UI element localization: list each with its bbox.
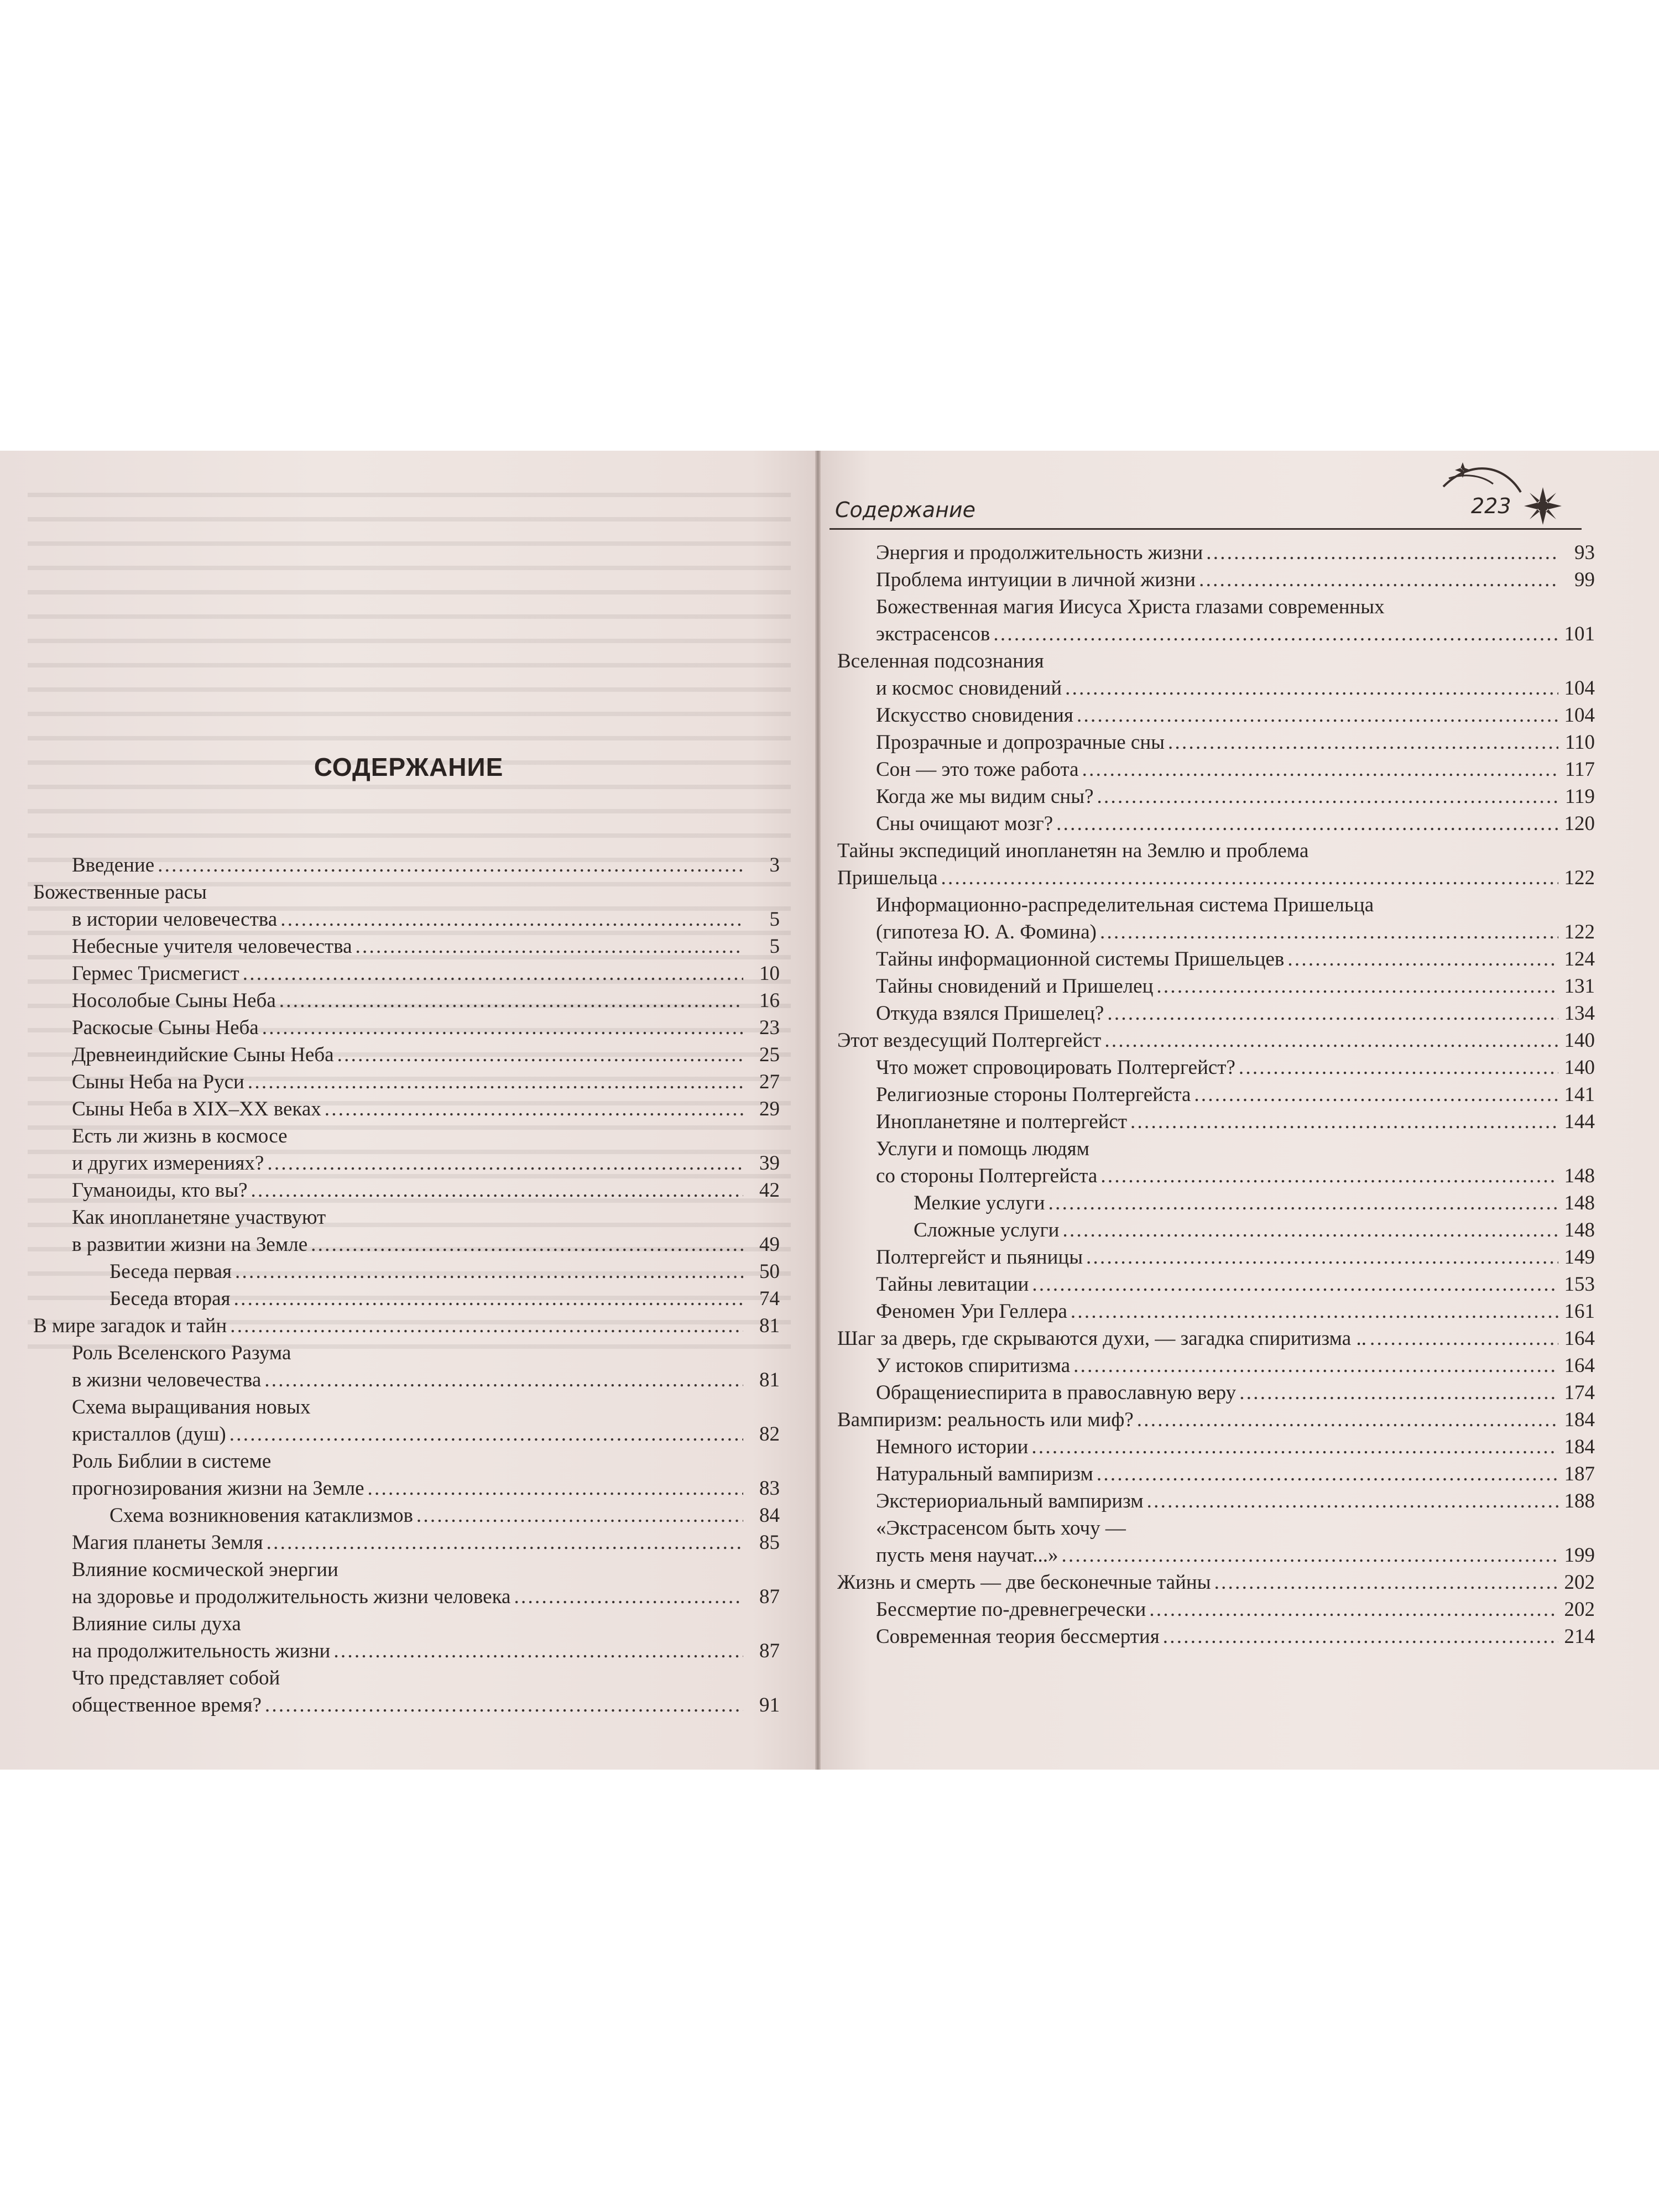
toc-entry-label: Натуральный вампиризм bbox=[876, 1463, 1093, 1485]
toc-entry-label: в развитии жизни на Земле bbox=[72, 1233, 308, 1256]
toc-entry-page: 164 bbox=[1564, 1354, 1595, 1377]
toc-entry-label: Беседа первая bbox=[109, 1260, 232, 1283]
dot-leader bbox=[262, 1014, 743, 1041]
dot-leader bbox=[1077, 702, 1558, 729]
toc-entry bbox=[837, 1542, 1595, 1569]
toc-entry bbox=[33, 852, 780, 879]
toc-left-column bbox=[33, 852, 780, 1719]
toc-entry-page: 93 bbox=[1574, 541, 1595, 564]
toc-title: СОДЕРЖАНИЕ bbox=[314, 753, 504, 781]
toc-entry bbox=[837, 1298, 1595, 1325]
toc-entry bbox=[837, 1027, 1595, 1054]
toc-entry bbox=[33, 1258, 780, 1285]
toc-entry-label: Схема выращивания новых bbox=[72, 1396, 311, 1418]
toc-entry-label: Сыны Неба на Руси bbox=[72, 1071, 244, 1093]
page-number: 223 bbox=[1471, 494, 1511, 518]
toc-entry-page: 104 bbox=[1564, 704, 1595, 727]
toc-entry-page: 23 bbox=[759, 1016, 780, 1039]
toc-entry-label: Обращениеспирита в православную веру bbox=[876, 1381, 1237, 1404]
toc-entry bbox=[837, 593, 1595, 620]
toc-entry-page: 81 bbox=[759, 1369, 780, 1391]
toc-entry-label: В мире загадок и тайн bbox=[33, 1314, 227, 1337]
dot-leader bbox=[1071, 1298, 1558, 1325]
toc-entry bbox=[837, 620, 1595, 648]
toc-entry-label: Экстериориальный вампиризм bbox=[876, 1490, 1144, 1512]
toc-entry-label: Небесные учителя человечества bbox=[72, 935, 352, 958]
toc-entry-page: 202 bbox=[1564, 1598, 1595, 1621]
dot-leader bbox=[251, 1177, 743, 1204]
toc-entry-page: 140 bbox=[1564, 1029, 1595, 1052]
toc-entry-page: 25 bbox=[759, 1044, 780, 1066]
toc-entry bbox=[33, 1394, 780, 1421]
toc-entry bbox=[837, 756, 1595, 783]
toc-entry-label: кристаллов (душ) bbox=[72, 1423, 226, 1446]
dot-leader bbox=[1031, 1433, 1558, 1460]
toc-entry-page: 148 bbox=[1564, 1219, 1595, 1241]
toc-entry-label: Религиозные стороны Полтергейста bbox=[876, 1083, 1191, 1106]
toc-entry-page: 74 bbox=[759, 1287, 780, 1310]
toc-entry-label: Немного истории bbox=[876, 1436, 1029, 1458]
toc-entry-label: Феномен Ури Геллера bbox=[876, 1300, 1067, 1323]
toc-entry-page: 153 bbox=[1564, 1273, 1595, 1296]
dot-leader bbox=[311, 1231, 743, 1258]
toc-entry-page: 148 bbox=[1564, 1165, 1595, 1187]
toc-entry-page: 122 bbox=[1564, 867, 1595, 889]
toc-entry-page: 49 bbox=[759, 1233, 780, 1256]
toc-entry-label: прогнозирования жизни на Земле bbox=[72, 1477, 364, 1500]
dot-leader bbox=[1104, 1027, 1558, 1054]
dot-leader bbox=[1214, 1569, 1558, 1596]
toc-entry-label: Что представляет собой bbox=[72, 1667, 280, 1689]
toc-entry-page: 144 bbox=[1564, 1110, 1595, 1133]
dot-leader bbox=[1097, 1460, 1558, 1488]
toc-entry-label: Инопланетяне и полтергейст bbox=[876, 1110, 1128, 1133]
toc-entry bbox=[33, 1502, 780, 1529]
toc-entry bbox=[33, 1610, 780, 1637]
dot-leader bbox=[1086, 1244, 1558, 1271]
toc-entry-label: Этот вездесущий Полтергейст bbox=[837, 1029, 1102, 1052]
toc-entry-page: 188 bbox=[1564, 1490, 1595, 1512]
toc-entry-label: Есть ли жизнь в космосе bbox=[72, 1125, 288, 1147]
toc-entry-page: 85 bbox=[759, 1531, 780, 1554]
toc-entry-label: Гермес Трисмегист bbox=[72, 962, 239, 985]
dot-leader bbox=[941, 864, 1559, 891]
toc-entry bbox=[837, 1054, 1595, 1081]
dot-leader bbox=[1239, 1054, 1558, 1081]
toc-entry-page: 110 bbox=[1564, 731, 1595, 754]
toc-entry bbox=[837, 1379, 1595, 1406]
toc-entry bbox=[33, 1421, 780, 1448]
toc-entry-page: 164 bbox=[1564, 1327, 1595, 1350]
toc-entry bbox=[33, 1041, 780, 1068]
toc-entry bbox=[33, 1366, 780, 1394]
toc-entry bbox=[837, 1162, 1595, 1190]
dot-leader bbox=[234, 1285, 743, 1312]
toc-entry-label: Влияние космической энергии bbox=[72, 1558, 338, 1581]
toc-entry-page: 83 bbox=[759, 1477, 780, 1500]
flower-ornament-icon bbox=[1438, 453, 1571, 531]
toc-entry bbox=[837, 1135, 1595, 1162]
toc-entry bbox=[837, 675, 1595, 702]
toc-entry bbox=[837, 1596, 1595, 1623]
dot-leader bbox=[993, 620, 1558, 648]
toc-entry bbox=[837, 1515, 1595, 1542]
toc-entry bbox=[837, 648, 1595, 675]
toc-entry bbox=[837, 1108, 1595, 1135]
dot-leader bbox=[514, 1583, 743, 1610]
toc-entry bbox=[33, 1231, 780, 1258]
toc-entry bbox=[33, 1150, 780, 1177]
dot-leader bbox=[1287, 946, 1558, 973]
toc-entry bbox=[837, 566, 1595, 593]
dot-leader bbox=[267, 1529, 743, 1556]
dot-leader bbox=[1062, 1217, 1558, 1244]
toc-entry-page: 101 bbox=[1564, 623, 1595, 645]
toc-entry bbox=[33, 1312, 780, 1339]
toc-entry-page: 214 bbox=[1564, 1625, 1595, 1648]
book-gutter bbox=[815, 451, 821, 1770]
toc-entry-page: 50 bbox=[759, 1260, 780, 1283]
toc-entry-label: на продолжительность жизни bbox=[72, 1640, 331, 1662]
toc-entry-label: Как инопланетяне участвуют bbox=[72, 1206, 326, 1229]
toc-entry bbox=[33, 879, 780, 906]
toc-entry bbox=[837, 1325, 1595, 1352]
dot-leader bbox=[416, 1502, 743, 1529]
toc-entry-label: общественное время? bbox=[72, 1694, 262, 1717]
toc-entry bbox=[33, 1637, 780, 1665]
toc-entry-label: Когда же мы видим сны? bbox=[876, 785, 1094, 808]
toc-entry bbox=[837, 919, 1595, 946]
dot-leader bbox=[325, 1095, 743, 1123]
toc-entry-label: «Экстрасенсом быть хочу — bbox=[876, 1517, 1126, 1540]
toc-entry-page: 87 bbox=[759, 1585, 780, 1608]
toc-entry-page: 161 bbox=[1564, 1300, 1595, 1323]
dot-leader bbox=[1065, 675, 1558, 702]
toc-entry-page: 27 bbox=[759, 1071, 780, 1093]
toc-entry-label: Божественная магия Иисуса Христа глазами современных bbox=[876, 596, 1385, 618]
toc-entry-page: 91 bbox=[759, 1694, 780, 1717]
toc-entry-label: Искусство сновидения bbox=[876, 704, 1073, 727]
toc-entry bbox=[837, 1488, 1595, 1515]
toc-entry bbox=[837, 864, 1595, 891]
dot-leader bbox=[1097, 783, 1558, 810]
toc-entry-label: Раскосые Сыны Неба bbox=[72, 1016, 259, 1039]
toc-right-column bbox=[837, 539, 1595, 1650]
toc-entry-page: 184 bbox=[1564, 1408, 1595, 1431]
dot-leader bbox=[1156, 973, 1558, 1000]
toc-entry bbox=[837, 1352, 1595, 1379]
toc-entry-label: в истории человечества bbox=[72, 908, 278, 931]
dot-leader bbox=[267, 1150, 743, 1177]
dot-leader bbox=[1194, 1081, 1558, 1108]
dot-leader bbox=[1032, 1271, 1558, 1298]
toc-entry-page: 84 bbox=[759, 1504, 780, 1527]
dot-leader bbox=[1061, 1542, 1558, 1569]
dot-leader bbox=[368, 1475, 743, 1502]
toc-entry-label: Тайны левитации bbox=[876, 1273, 1029, 1296]
toc-entry-page: 184 bbox=[1564, 1436, 1595, 1458]
toc-entry bbox=[33, 987, 780, 1014]
dot-leader bbox=[1056, 810, 1558, 837]
toc-entry bbox=[837, 810, 1595, 837]
toc-entry-page: 148 bbox=[1564, 1192, 1595, 1214]
toc-entry-label: Современная теория бессмертия bbox=[876, 1625, 1160, 1648]
toc-entry bbox=[837, 702, 1595, 729]
toc-entry-label: и космос сновидений bbox=[876, 677, 1062, 700]
toc-entry bbox=[33, 1123, 780, 1150]
toc-entry bbox=[33, 906, 780, 933]
toc-entry-page: 120 bbox=[1564, 812, 1595, 835]
toc-entry-page: 131 bbox=[1564, 975, 1595, 998]
toc-entry-label: Магия планеты Земля bbox=[72, 1531, 263, 1554]
toc-entry-label: Древнеиндийские Сыны Неба bbox=[72, 1044, 334, 1066]
toc-entry-page: 199 bbox=[1564, 1544, 1595, 1567]
toc-entry-label: (гипотеза Ю. А. Фомина) bbox=[876, 921, 1097, 943]
toc-entry-label: Тайны экспедиций инопланетян на Землю и проблема bbox=[837, 839, 1309, 862]
toc-entry bbox=[33, 1204, 780, 1231]
dot-leader bbox=[1082, 756, 1558, 783]
toc-entry-label: Вампиризм: реальность или миф? bbox=[837, 1408, 1134, 1431]
dot-leader bbox=[1149, 1596, 1558, 1623]
toc-entry-label: и других измерениях? bbox=[72, 1152, 264, 1175]
toc-entry-page: 16 bbox=[759, 989, 780, 1012]
toc-entry bbox=[33, 1475, 780, 1502]
toc-entry bbox=[837, 1244, 1595, 1271]
dot-leader bbox=[1370, 1325, 1558, 1352]
toc-entry bbox=[33, 1177, 780, 1204]
toc-entry-page: 124 bbox=[1564, 948, 1595, 971]
dot-leader bbox=[265, 1692, 743, 1719]
toc-entry-label: Сон — это тоже работа bbox=[876, 758, 1079, 781]
toc-entry-label: У истоков спиритизма bbox=[876, 1354, 1071, 1377]
toc-entry-label: Носолобые Сыны Неба bbox=[72, 989, 276, 1012]
toc-entry-label: экстрасенсов bbox=[876, 623, 990, 645]
toc-entry-page: 99 bbox=[1574, 568, 1595, 591]
toc-entry-page: 82 bbox=[759, 1423, 780, 1446]
toc-entry-label: Информационно-распределительная система Пришельца bbox=[876, 894, 1374, 916]
toc-entry bbox=[837, 1406, 1595, 1433]
toc-entry-label: в жизни человечества bbox=[72, 1369, 262, 1391]
toc-entry-label: Жизнь и смерть — две бесконечные тайны bbox=[837, 1571, 1211, 1594]
toc-entry bbox=[837, 783, 1595, 810]
toc-entry-page: 187 bbox=[1564, 1463, 1595, 1485]
dot-leader bbox=[158, 852, 743, 879]
toc-entry bbox=[33, 1095, 780, 1123]
toc-entry bbox=[837, 973, 1595, 1000]
toc-entry-label: Мелкие услуги bbox=[914, 1192, 1045, 1214]
toc-entry-label: Схема возникновения катаклизмов bbox=[109, 1504, 413, 1527]
toc-entry bbox=[837, 1081, 1595, 1108]
toc-entry bbox=[33, 1448, 780, 1475]
toc-entry bbox=[837, 891, 1595, 919]
dot-leader bbox=[1107, 1000, 1558, 1027]
toc-entry-label: Шаг за дверь, где скрываются духи, — загадка спиритизма .. bbox=[837, 1327, 1366, 1350]
dot-leader bbox=[279, 987, 743, 1014]
dot-leader bbox=[229, 1421, 743, 1448]
toc-entry-page: 3 bbox=[769, 854, 780, 877]
toc-entry-label: Сложные услуги bbox=[914, 1219, 1060, 1241]
dot-leader bbox=[1199, 566, 1558, 593]
toc-entry bbox=[837, 539, 1595, 566]
toc-entry-label: Тайны сновидений и Пришелец bbox=[876, 975, 1154, 998]
toc-entry-label: Роль Библии в системе bbox=[72, 1450, 272, 1473]
toc-entry bbox=[33, 1583, 780, 1610]
dot-leader bbox=[235, 1258, 743, 1285]
toc-entry bbox=[837, 1433, 1595, 1460]
toc-entry bbox=[837, 1271, 1595, 1298]
toc-entry-label: Проблема интуиции в личной жизни bbox=[876, 568, 1196, 591]
toc-entry-page: 174 bbox=[1564, 1381, 1595, 1404]
toc-entry-label: Сыны Неба в XIX–XX веках bbox=[72, 1098, 321, 1120]
dot-leader bbox=[230, 1312, 743, 1339]
toc-entry-label: Энергия и продолжительность жизни bbox=[876, 541, 1203, 564]
toc-entry bbox=[837, 1569, 1595, 1596]
toc-entry bbox=[33, 1285, 780, 1312]
toc-entry-label: Роль Вселенского Разума bbox=[72, 1342, 291, 1364]
toc-entry-page: 202 bbox=[1564, 1571, 1595, 1594]
dot-leader bbox=[1100, 1162, 1558, 1190]
toc-entry bbox=[837, 1623, 1595, 1650]
toc-entry bbox=[33, 1068, 780, 1095]
dot-leader bbox=[264, 1366, 743, 1394]
toc-entry bbox=[837, 1000, 1595, 1027]
toc-entry bbox=[33, 1339, 780, 1366]
toc-entry-label: Вселенная подсознания bbox=[837, 650, 1044, 672]
toc-entry-page: 117 bbox=[1564, 758, 1595, 781]
toc-entry bbox=[33, 1014, 780, 1041]
toc-entry-page: 10 bbox=[759, 962, 780, 985]
toc-entry-label: Гуманоиды, кто вы? bbox=[72, 1179, 248, 1202]
toc-entry-page: 87 bbox=[759, 1640, 780, 1662]
toc-entry-label: Прозрачные и допрозрачные сны bbox=[876, 731, 1165, 754]
dot-leader bbox=[356, 933, 743, 960]
toc-entry bbox=[33, 960, 780, 987]
toc-entry-label: на здоровье и продолжительность жизни человека bbox=[72, 1585, 511, 1608]
toc-entry-label: Сны очищают мозг? bbox=[876, 812, 1053, 835]
toc-entry-page: 119 bbox=[1564, 785, 1595, 808]
toc-entry-label: Услуги и помощь людям bbox=[876, 1138, 1090, 1160]
dot-leader bbox=[248, 1068, 743, 1095]
toc-entry-page: 5 bbox=[769, 908, 780, 931]
toc-entry-page: 140 bbox=[1564, 1056, 1595, 1079]
dot-leader bbox=[1147, 1488, 1558, 1515]
dot-leader bbox=[1137, 1406, 1558, 1433]
dot-leader bbox=[243, 960, 743, 987]
toc-entry-label: Что может спровоцировать Полтергейст? bbox=[876, 1056, 1235, 1079]
toc-entry-label: Беседа вторая bbox=[109, 1287, 231, 1310]
toc-entry bbox=[837, 837, 1595, 864]
toc-entry-page: 122 bbox=[1564, 921, 1595, 943]
toc-entry bbox=[33, 1665, 780, 1692]
toc-entry-label: Бессмертие по-древнегречески bbox=[876, 1598, 1146, 1621]
toc-entry bbox=[33, 1556, 780, 1583]
dot-leader bbox=[1048, 1190, 1558, 1217]
dot-leader bbox=[1206, 539, 1558, 566]
toc-entry-page: 39 bbox=[759, 1152, 780, 1175]
toc-entry bbox=[837, 946, 1595, 973]
toc-entry-page: 5 bbox=[769, 935, 780, 958]
dot-leader bbox=[1073, 1352, 1558, 1379]
toc-entry-label: пусть меня научат...» bbox=[876, 1544, 1058, 1567]
toc-entry bbox=[33, 1529, 780, 1556]
toc-entry bbox=[837, 1217, 1595, 1244]
toc-entry-page: 141 bbox=[1564, 1083, 1595, 1106]
toc-entry bbox=[837, 1460, 1595, 1488]
toc-entry bbox=[33, 1692, 780, 1719]
toc-entry-page: 81 bbox=[759, 1314, 780, 1337]
toc-entry-page: 104 bbox=[1564, 677, 1595, 700]
toc-entry-label: Откуда взялся Пришелец? bbox=[876, 1002, 1104, 1025]
toc-entry-label: Влияние силы духа bbox=[72, 1613, 241, 1635]
toc-entry-page: 149 bbox=[1564, 1246, 1595, 1269]
toc-entry-page: 134 bbox=[1564, 1002, 1595, 1025]
dot-leader bbox=[333, 1637, 743, 1665]
toc-entry-page: 29 bbox=[759, 1098, 780, 1120]
toc-entry bbox=[837, 729, 1595, 756]
toc-entry-label: со стороны Полтергейста bbox=[876, 1165, 1098, 1187]
toc-entry-label: Полтергейст и пьяницы bbox=[876, 1246, 1083, 1269]
dot-leader bbox=[1239, 1379, 1558, 1406]
toc-entry-page: 42 bbox=[759, 1179, 780, 1202]
dot-leader bbox=[1130, 1108, 1558, 1135]
toc-entry-label: Тайны информационной системы Пришельцев bbox=[876, 948, 1285, 971]
toc-entry bbox=[837, 1190, 1595, 1217]
running-head: Содержание bbox=[835, 498, 975, 522]
dot-leader bbox=[1100, 919, 1558, 946]
toc-entry-label: Введение bbox=[72, 854, 155, 877]
toc-entry-label: Пришельца bbox=[837, 867, 938, 889]
dot-leader bbox=[337, 1041, 743, 1068]
toc-entry bbox=[33, 933, 780, 960]
dot-leader bbox=[1163, 1623, 1558, 1650]
dot-leader bbox=[280, 906, 743, 933]
toc-entry-label: Божественные расы bbox=[33, 881, 207, 904]
dot-leader bbox=[1168, 729, 1558, 756]
